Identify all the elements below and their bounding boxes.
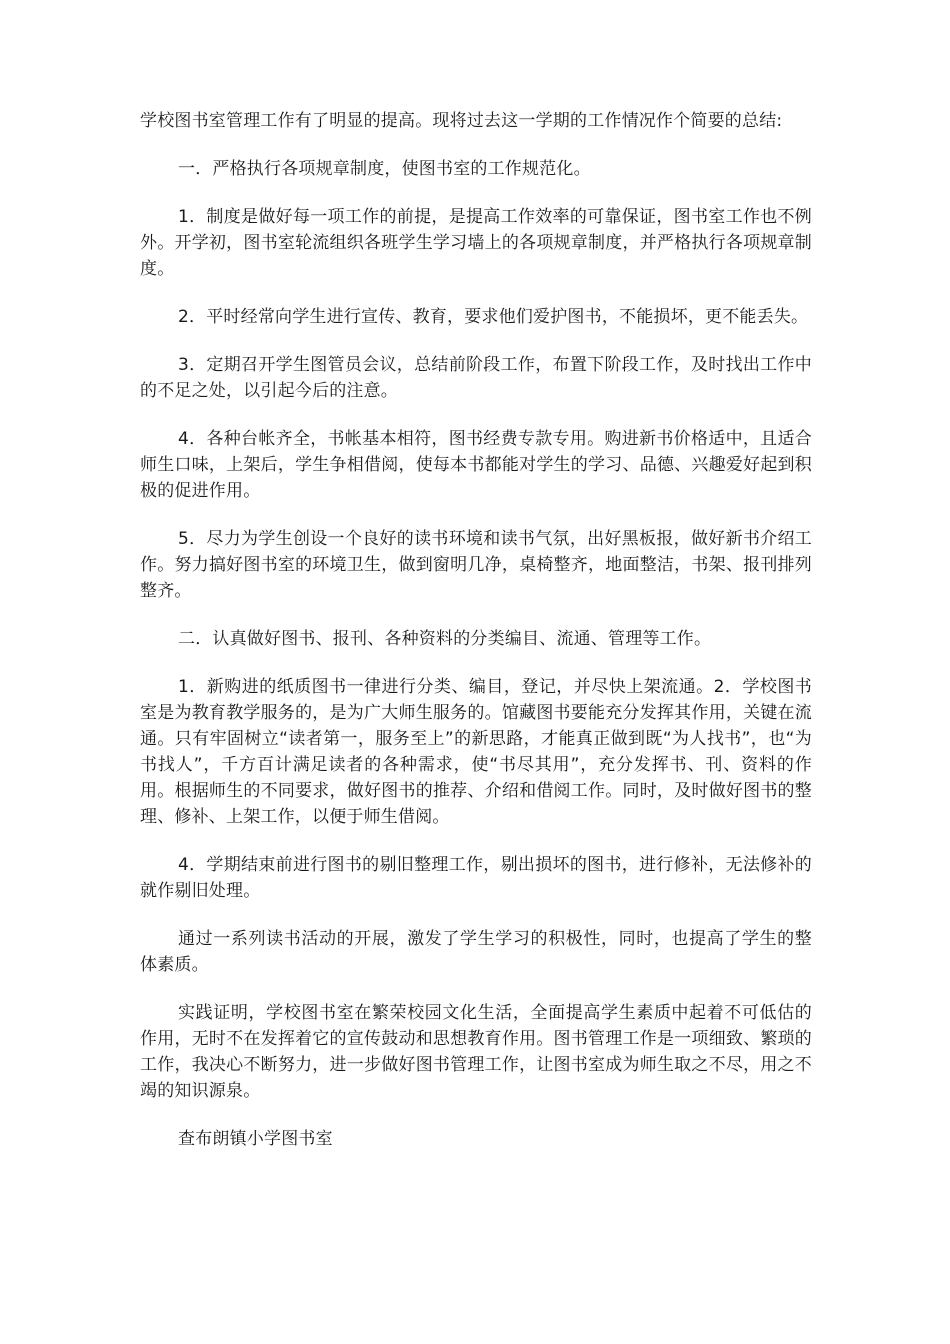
paragraph-item-4: 4．各种台帐齐全，书帐基本相符，图书经费专款专用。购进新书价格适中，且适合师生口味，上架后，学生争相借阅，使每本书都能对学生的学习、品德、兴趣爱好起到积极的促进作用。 bbox=[140, 429, 812, 501]
paragraph-section2-item-4: 4．学期结束前进行图书的剔旧整理工作，剔出损坏的图书，进行修补，无法修补的就作剔旧处理。 bbox=[140, 855, 812, 901]
section-heading-2: 二．认真做好图书、报刊、各种资料的分类编目、流通、管理等工作。 bbox=[178, 629, 712, 649]
document-body bbox=[140, 108, 812, 1174]
section-heading-1: 一．严格执行各项规章制度，使图书室的工作规范化。 bbox=[178, 159, 591, 179]
paragraph-item-1: 1．制度是做好每一项工作的前提，是提高工作效率的可靠保证，图书室工作也不例外。开学初，图书室轮流组织各班学生学习墙上的各项规章制度，并严格执行各项规章制度。 bbox=[140, 207, 812, 279]
paragraph-intro: 学校图书室管理工作有了明显的提高。现将过去这一学期的工作情况作个简要的总结: bbox=[140, 111, 783, 131]
signature: 查布朗镇小学图书室 bbox=[178, 1129, 333, 1149]
paragraph-section2-item-1-2: 1．新购进的纸质图书一律进行分类、编目，登记，并尽快上架流通。2．学校图书室是为教育教学服务的，是为广大师生服务的。馆藏图书要能充分发挥其作用，关键在流通。只有牢固树立“读者第一，服务至上”的新思路，才能真正做到既“为人找书”，也“为书找人”，千方百计满足读者的各种需求，使“书尽其用”，充分发挥书、刊、资料的作用。根据师生的不同要求，做好图书的推荐、介绍和借阅工作。同时，及时做好图书的整理、修补、上架工作，以便于师生借阅。 bbox=[140, 677, 812, 827]
paragraph-item-2: 2．平时经常向学生进行宣传、教育，要求他们爱护图书，不能损坏，更不能丢失。 bbox=[178, 307, 809, 327]
paragraph-activities: 通过一系列读书活动的开展，激发了学生学习的积极性，同时，也提高了学生的整体素质。 bbox=[140, 929, 812, 975]
paragraph-conclusion: 实践证明，学校图书室在繁荣校园文化生活，全面提高学生素质中起着不可低估的作用，无时不在发挥着它的宣传鼓动和思想教育作用。图书管理工作是一项细致、繁琐的工作，我决心不断努力，进一步做好图书管理工作，让图书室成为师生取之不尽，用之不竭的知识源泉。 bbox=[140, 1003, 812, 1101]
paragraph-item-5: 5．尽力为学生创设一个良好的读书环境和读书气氛，出好黑板报，做好新书介绍工作。努力搞好图书室的环境卫生，做到窗明几净，桌椅整齐，地面整洁，书架、报刊排列整齐。 bbox=[140, 529, 812, 601]
paragraph-item-3: 3．定期召开学生图管员会议，总结前阶段工作，布置下阶段工作，及时找出工作中的不足之处，以引起今后的注意。 bbox=[140, 355, 812, 401]
